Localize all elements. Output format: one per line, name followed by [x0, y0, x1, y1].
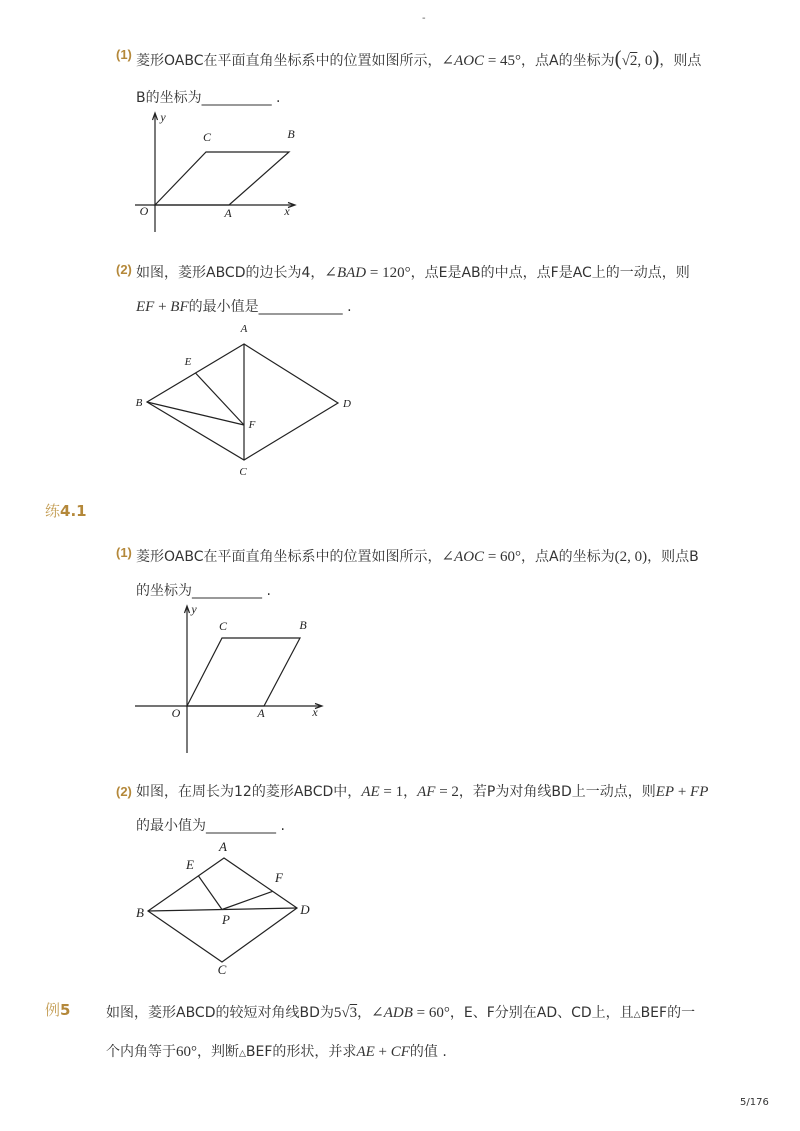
angle-vertices: ADB: [383, 1005, 413, 1021]
angle-vertices: AOC: [454, 53, 485, 69]
math-value: = 2: [435, 784, 459, 800]
point-label-c: C: [218, 619, 228, 633]
section-title-char: 例: [45, 1001, 61, 1019]
practice-q1-line-2: [136, 581, 271, 601]
period: .: [271, 90, 281, 106]
sqrt-symbol: √: [621, 53, 630, 69]
math-variable: AE: [356, 1044, 375, 1060]
math-variable: EP: [655, 784, 675, 800]
page-number: 5/176: [740, 1097, 769, 1108]
point-label-o: O: [171, 706, 181, 720]
point-label-p: P: [222, 912, 230, 927]
coordinate-value: (2, 0): [614, 549, 648, 565]
point-label-a: A: [219, 839, 227, 854]
practice-q1-line-1: [136, 547, 699, 567]
question-text: B的坐标为: [136, 90, 202, 106]
question-text: 的最小值为: [136, 818, 206, 834]
math-operator: +: [674, 784, 691, 800]
math-variable: AE: [361, 784, 380, 800]
point-label-e: E: [186, 857, 194, 872]
point-label-o: O: [139, 204, 149, 218]
math-operator: +: [374, 1044, 391, 1060]
answer-blank: __________: [206, 818, 276, 834]
point-label-a: A: [257, 706, 265, 720]
rhombus-oabc: [155, 152, 289, 205]
axis-label-x: x: [284, 204, 290, 218]
question-text: ，判断: [197, 1044, 239, 1060]
point-label-d: D: [300, 902, 310, 917]
sqrt-radicand: 2: [629, 53, 638, 69]
angle-symbol: ∠: [371, 1005, 384, 1021]
point-label-a: A: [240, 323, 248, 335]
question-text: 的最小值是: [188, 299, 259, 315]
practice-q2-line-1: [136, 782, 708, 802]
paren-close: ): [652, 46, 660, 70]
ex4-q2-line-1: [136, 263, 690, 283]
question-text: 的值 .: [409, 1044, 447, 1060]
point-label-b: B: [287, 127, 295, 141]
point-label-e: E: [184, 356, 192, 368]
question-text: 如图，菱形ABCD的边长为4，: [136, 265, 325, 281]
point-label-f: F: [248, 419, 256, 431]
angle-vertices: AOC: [454, 549, 485, 565]
question-text: BEF的形状，并求: [245, 1044, 357, 1060]
ex5-line-2: [106, 1042, 447, 1064]
angle-measure: = 45°: [484, 53, 522, 69]
math-operator: +: [154, 299, 171, 315]
paren-open: (: [614, 46, 622, 70]
math-value: 60°: [176, 1044, 197, 1060]
practice-q2-label: (2): [116, 784, 132, 799]
figure-rhombus-abcd-ef: [130, 320, 360, 480]
page-top-marker: -: [422, 13, 426, 24]
section-title-number: 4.1: [60, 502, 87, 520]
section-title-number: 5: [60, 1001, 71, 1019]
math-value: = 1: [379, 784, 404, 800]
segment-ef: [196, 373, 245, 425]
coordinate-rest: , 0: [637, 53, 653, 69]
practice-q2-line-2: [136, 816, 285, 836]
period: .: [262, 583, 271, 599]
figure-rhombus-oabc-45: [125, 105, 310, 240]
period: .: [342, 299, 352, 315]
ex4-q1-label: (1): [116, 47, 132, 62]
question-text: 如图，菱形ABCD的较短对角线BD为: [106, 1005, 334, 1021]
question-text: ，点A的坐标为: [521, 549, 615, 565]
ex4-q2-label: (2): [116, 262, 132, 277]
angle-symbol: ∠: [324, 265, 337, 281]
point-label-c: C: [239, 466, 247, 478]
ex5-line-1: [106, 1003, 695, 1025]
axis-label-y: y: [191, 602, 197, 616]
math-variable: AF: [417, 784, 436, 800]
point-label-d: D: [343, 398, 351, 410]
section-title-example: [45, 1000, 70, 1020]
angle-measure: = 60°: [412, 1005, 450, 1021]
answer-blank: ____________: [258, 299, 343, 315]
period: .: [276, 818, 285, 834]
section-title-practice: [45, 501, 87, 521]
question-text: ，则点: [659, 53, 702, 69]
ex4-q2-line-2: [136, 297, 352, 317]
sqrt-radicand: 3: [349, 1005, 358, 1021]
question-text: ，则点B: [647, 549, 699, 565]
figure-rhombus-abcd-ep-fp: [130, 835, 320, 980]
segment-fp: [222, 891, 273, 909]
axis-label-y: y: [160, 110, 166, 124]
point-label-a: A: [224, 206, 232, 220]
sqrt-symbol: √: [341, 1005, 350, 1021]
math-variable: EF: [136, 299, 155, 315]
axis-label-x: x: [312, 705, 318, 719]
question-text: 菱形OABC在平面直角坐标系中的位置如图所示，: [136, 549, 442, 565]
math-variable: CF: [390, 1044, 410, 1060]
math-value: 5: [333, 1005, 342, 1021]
rhombus-oabc: [187, 638, 300, 706]
question-text: ，: [403, 784, 418, 800]
segment-bf: [147, 402, 244, 425]
question-text: BEF的一: [640, 1005, 696, 1021]
question-text: ，: [357, 1005, 372, 1021]
triangle-symbol: △: [633, 1010, 641, 1020]
figure-rhombus-oabc-60: [125, 600, 330, 760]
point-label-c: C: [202, 130, 212, 144]
triangle-symbol: △: [239, 1049, 246, 1059]
angle-symbol: ∠: [441, 549, 455, 565]
question-text: 如图，在周长为12的菱形ABCD中，: [136, 784, 362, 800]
point-label-f: F: [275, 870, 283, 885]
question-text: 菱形OABC在平面直角坐标系中的位置如图所示，: [136, 53, 442, 69]
segment-ep: [199, 876, 223, 910]
angle-symbol: ∠: [441, 53, 455, 69]
question-text: 的坐标为: [136, 583, 192, 599]
section-title-char: 练: [45, 502, 61, 520]
answer-blank: __________: [201, 90, 272, 106]
question-text: 个内角等于: [106, 1044, 176, 1060]
practice-q1-label: (1): [116, 545, 132, 560]
angle-vertices: BAD: [336, 265, 367, 281]
answer-blank: __________: [192, 583, 262, 599]
point-label-b: B: [135, 397, 143, 409]
question-text: ，E、F分别在AD、CD上，且: [449, 1005, 634, 1021]
angle-measure: = 120°: [366, 265, 411, 281]
question-text: ，点A的坐标为: [521, 53, 615, 69]
math-variable: BF: [170, 299, 189, 315]
angle-measure: = 60°: [484, 549, 522, 565]
rhombus-abcd: [147, 344, 338, 460]
point-label-b: B: [299, 618, 307, 632]
question-text: ，点E是AB的中点，点F是AC上的一动点，则: [410, 265, 690, 281]
ex4-q1-line-1: [136, 48, 701, 71]
point-label-b: B: [136, 905, 144, 920]
question-text: ，若P为对角线BD上一动点，则: [458, 784, 656, 800]
point-label-c: C: [217, 962, 227, 977]
math-variable: FP: [690, 784, 709, 800]
